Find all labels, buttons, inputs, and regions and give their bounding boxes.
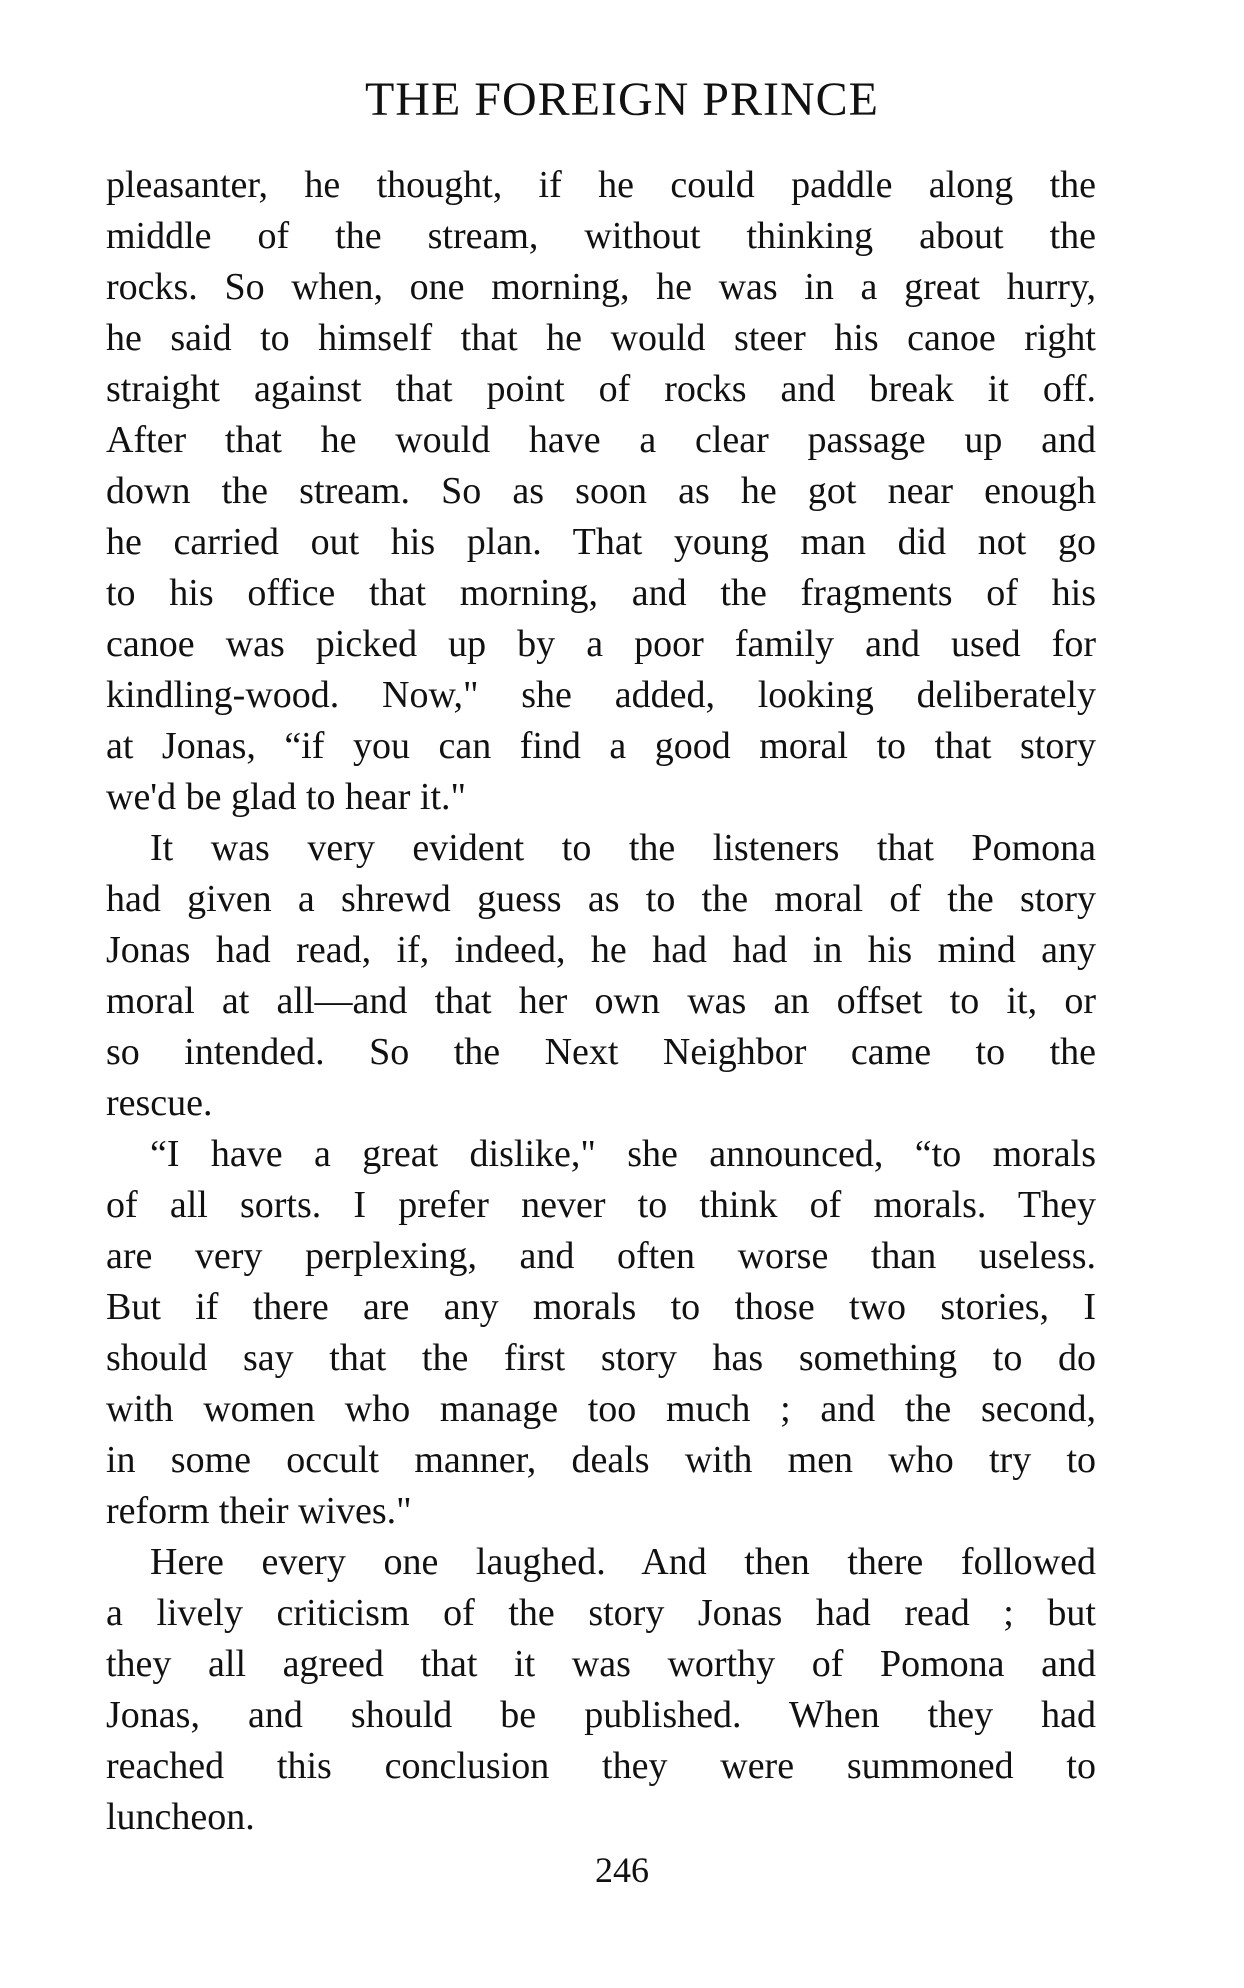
text-line: he carried out his plan. That young man did not go	[106, 521, 1096, 563]
text-line: to his office that morning, and the fragments of his	[106, 572, 1096, 614]
text-line: straight against that point of rocks and break it off.	[106, 368, 1096, 410]
text-line: pleasanter, he thought, if he could paddle along the	[106, 164, 1096, 206]
running-head: THE FOREIGN PRINCE	[364, 73, 879, 126]
text-line: he said to himself that he would steer his canoe right	[106, 317, 1096, 359]
text-line: rescue.	[106, 1082, 213, 1124]
text-line: It was very evident to the listeners that Pomona	[150, 827, 1096, 869]
text-line: But if there are any morals to those two stories, I	[106, 1286, 1096, 1328]
text-line: canoe was picked up by a poor family and used for	[106, 623, 1096, 665]
text-line: had given a shrewd guess as to the moral of the story	[106, 878, 1096, 920]
text-line: Jonas, and should be published. When they had	[106, 1694, 1096, 1736]
text-line: After that he would have a clear passage up and	[106, 419, 1096, 461]
text-line: a lively criticism of the story Jonas had read ; but	[106, 1592, 1096, 1634]
text-line: with women who manage too much ; and the second,	[106, 1388, 1096, 1430]
paragraph-3	[106, 1129, 1096, 1537]
text-line: are very perplexing, and often worse than useless.	[106, 1235, 1096, 1277]
text-line: so intended. So the Next Neighbor came to the	[106, 1031, 1096, 1073]
text-line: kindling-wood. Now," she added, looking deliberately	[106, 674, 1096, 716]
text-line: of all sorts. I prefer never to think of morals. They	[106, 1184, 1096, 1226]
text-line: rocks. So when, one morning, he was in a great hurry,	[106, 266, 1096, 308]
text-line: at Jonas, “if you can find a good moral to that story	[106, 725, 1096, 767]
text-line: middle of the stream, without thinking about the	[106, 215, 1096, 257]
text-line: in some occult manner, deals with men who try to	[106, 1439, 1096, 1481]
text-line: reform their wives."	[106, 1490, 412, 1532]
paragraph-4	[106, 1537, 1096, 1843]
text-line: they all agreed that it was worthy of Pomona and	[106, 1643, 1096, 1685]
paragraph-1	[106, 160, 1096, 823]
text-line: luncheon.	[106, 1796, 255, 1838]
text-line: we'd be glad to hear it."	[106, 776, 467, 818]
paragraph-2	[106, 823, 1096, 1129]
text-line: should say that the first story has something to do	[106, 1337, 1096, 1379]
text-line: down the stream. So as soon as he got near enough	[106, 470, 1096, 512]
text-line: moral at all—and that her own was an offset to it, or	[106, 980, 1096, 1022]
text-line: reached this conclusion they were summoned to	[106, 1745, 1096, 1787]
text-line: “I have a great dislike," she announced, “to morals	[150, 1133, 1096, 1175]
text-line: Jonas had read, if, indeed, he had had in his mind any	[106, 929, 1096, 971]
page-number: 246	[595, 1850, 649, 1890]
body-text	[106, 160, 1096, 1843]
text-line: Here every one laughed. And then there followed	[150, 1541, 1096, 1583]
